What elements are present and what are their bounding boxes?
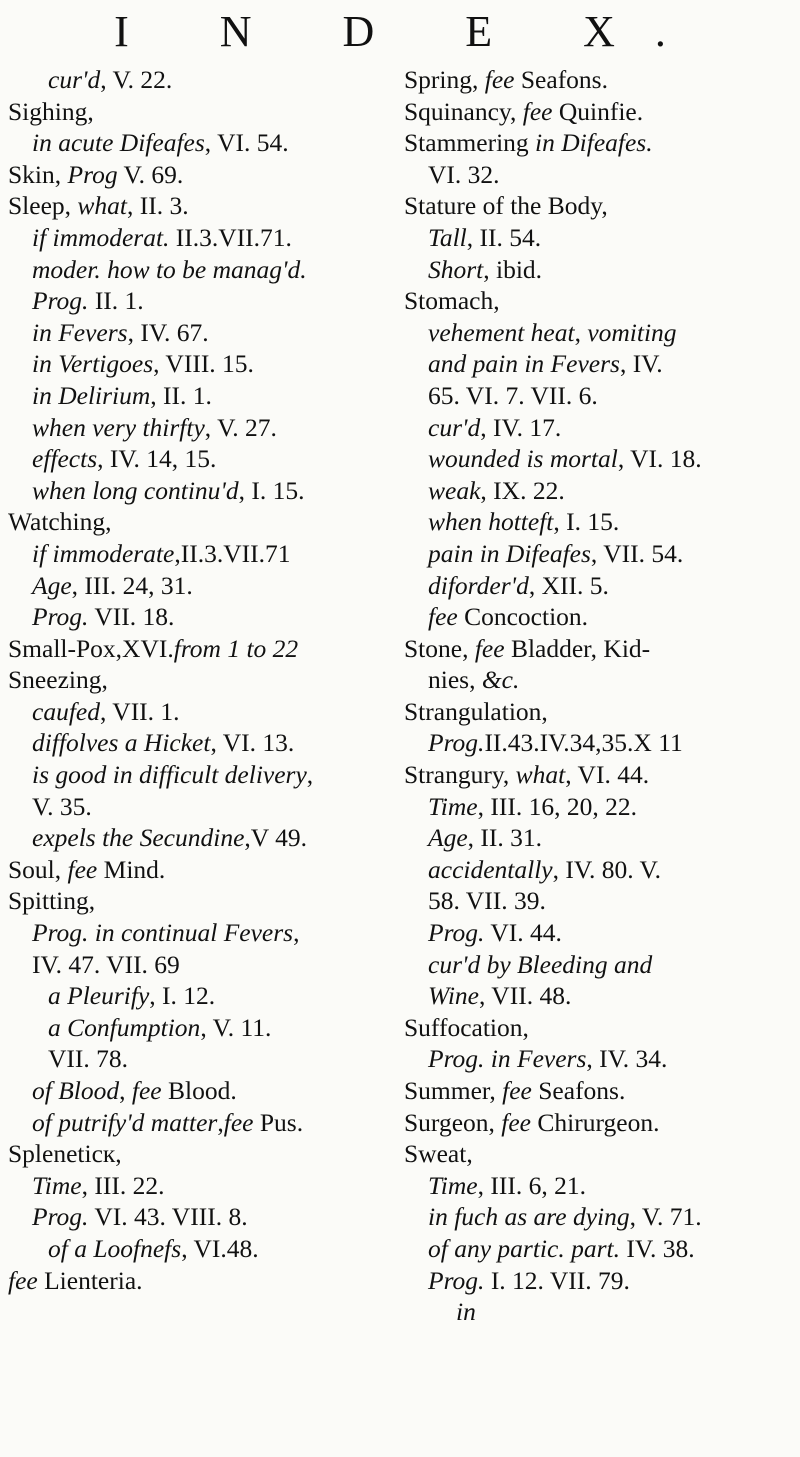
italic-text: of Blood — [32, 1076, 120, 1105]
entry-text: Suffocation, — [404, 1012, 529, 1042]
italic-text: of putrify'd matter — [32, 1107, 218, 1137]
index-entry-line — [8, 127, 400, 159]
italic-text: Short — [428, 254, 484, 284]
italic-text: Age — [32, 570, 72, 600]
index-entry-line — [8, 949, 400, 981]
index-entry-line — [8, 348, 400, 380]
entry-text: VII. 78. — [48, 1044, 129, 1074]
index-entry-line — [404, 380, 796, 412]
entry-text: V. 35. — [32, 791, 92, 821]
index-entry-line — [404, 696, 796, 728]
index-entry-line — [8, 791, 400, 823]
index-entry-line — [8, 917, 400, 949]
entry-text: Mind. — [97, 854, 166, 884]
index-entry-line — [404, 1233, 796, 1265]
entry-text: 58. VII. 39. — [428, 886, 546, 916]
index-entry-line — [8, 190, 400, 222]
italic-text: is good in difficult delivery — [32, 760, 307, 790]
italic-text: wounded is mortal — [428, 444, 618, 474]
index-entry-line — [404, 1043, 796, 1075]
index-entry-line — [404, 822, 796, 854]
entry-text: VII. 18. — [88, 602, 175, 632]
index-entry-line — [404, 1265, 796, 1297]
italic-text: Tall — [428, 222, 467, 252]
italic-text: a Confumption — [48, 1012, 201, 1042]
index-entry-line — [404, 1170, 796, 1202]
italic-text: fee — [484, 65, 515, 94]
index-entry-line — [404, 96, 796, 128]
index-entry-line — [8, 1075, 400, 1107]
entry-text: , IX. 22. — [480, 475, 565, 505]
italic-text: when very thirfty — [32, 412, 205, 442]
index-entry-line — [8, 1138, 400, 1170]
index-entry-line — [404, 64, 796, 96]
index-entry-line — [8, 664, 400, 696]
italic-text: in acute Difeafes — [32, 128, 205, 158]
entry-text: , I. 12. — [149, 981, 216, 1011]
entry-text: Chirurgeon. — [531, 1107, 660, 1137]
index-entry-line — [404, 538, 796, 570]
index-entry-line — [404, 412, 796, 444]
index-entry-line — [8, 1107, 400, 1139]
entry-text: , II. 31. — [467, 823, 543, 853]
index-entry-line — [404, 222, 796, 254]
italic-text: when long continu'd — [32, 475, 239, 505]
index-entry-line — [8, 443, 400, 475]
index-entry-line — [8, 980, 400, 1012]
italic-text: when hotteft — [428, 507, 554, 537]
index-entry-line — [404, 570, 796, 602]
entry-text: VI. 44. — [484, 918, 562, 948]
italic-text: if immoderate — [32, 538, 175, 568]
entry-text: ,V 49. — [244, 823, 307, 853]
entry-text: , XII. 5. — [528, 570, 609, 600]
entry-text: II.3.VII.71. — [169, 222, 292, 252]
index-entry-line — [404, 190, 796, 222]
index-entry-line — [404, 727, 796, 759]
italic-text: cur'd — [428, 412, 481, 442]
index-entry-line — [8, 1012, 400, 1044]
entry-text: , III. 24, 31. — [71, 570, 193, 600]
entry-text: , VI. 54. — [204, 128, 289, 158]
index-entry-line — [404, 791, 796, 823]
index-entry-line — [8, 317, 400, 349]
entry-text: nies, — [428, 665, 482, 695]
entry-text: Stammering — [404, 128, 536, 158]
entry-text: , IV. 17. — [480, 412, 562, 442]
entry-text: , ibid. — [483, 254, 543, 284]
italic-text: fee — [522, 96, 553, 126]
italic-text: what — [515, 760, 566, 790]
entry-text: Sleep, — [8, 191, 78, 221]
italic-text: of a Loofnefs — [48, 1233, 182, 1263]
italic-text: in Difeafes. — [535, 128, 653, 158]
entry-text: Stomach, — [404, 286, 500, 316]
index-entry-line — [404, 1107, 796, 1139]
entry-text: , IV. 14, 15. — [97, 444, 217, 474]
entry-text: Strangulation, — [404, 696, 548, 726]
italic-text: diforder'd — [428, 570, 529, 600]
index-entry-line — [404, 443, 796, 475]
entry-text: , — [574, 317, 588, 347]
index-entry-line — [404, 854, 796, 886]
index-entry-line — [404, 254, 796, 286]
italic-text: vomiting — [587, 317, 677, 347]
italic-text: pain in Difeafes — [428, 538, 591, 568]
entry-text: Watching, — [8, 507, 112, 537]
entry-text: Soul, — [8, 854, 68, 884]
entry-text: Seafons. — [514, 65, 608, 94]
italic-text: in — [456, 1297, 476, 1327]
index-entry-line — [404, 1012, 796, 1044]
entry-text: , II. 54. — [466, 222, 542, 252]
italic-text: effects — [32, 444, 98, 474]
entry-text: , — [217, 1107, 224, 1137]
italic-text: fee — [131, 1076, 162, 1105]
entry-text: , IV. 67. — [127, 317, 209, 347]
index-entry-line — [8, 96, 400, 128]
italic-text: Prog — [67, 159, 118, 189]
index-entry-line — [8, 727, 400, 759]
index-entry-line — [8, 633, 400, 665]
index-entry-line — [404, 759, 796, 791]
italic-text: Time — [428, 1170, 478, 1200]
index-entry-line — [404, 633, 796, 665]
entry-text: , VII. 54. — [590, 538, 684, 568]
entry-text: 65. VI. 7. VII. 6. — [428, 380, 598, 410]
right-index-column — [404, 64, 796, 1328]
italic-text: Prog. — [32, 1202, 89, 1232]
index-entry-line — [8, 570, 400, 602]
entry-text: Sighing, — [8, 96, 94, 126]
italic-text: cur'd — [48, 65, 101, 94]
italic-text: cur'd by Bleeding and — [428, 949, 653, 979]
index-entry-line — [404, 159, 796, 191]
italic-text: if immoderat. — [32, 222, 170, 252]
italic-text: caufed — [32, 696, 100, 726]
entry-text: Strangury, — [404, 760, 516, 790]
entry-text: Summer, — [404, 1076, 503, 1105]
italic-text: Prog. — [32, 286, 89, 316]
italic-text: what — [77, 191, 127, 221]
index-entry-line — [404, 1138, 796, 1170]
italic-text: in Vertigoes — [32, 349, 154, 379]
index-entry-line — [404, 1296, 796, 1328]
italic-text: Time — [428, 791, 478, 821]
entry-text: Spring, — [404, 65, 485, 94]
entry-text: , — [293, 918, 300, 948]
entry-text: , III. 16, 20, 22. — [477, 791, 637, 821]
entry-text: , IV. 80. V. — [552, 854, 662, 884]
index-entry-line — [8, 854, 400, 886]
italic-text: Wine — [428, 981, 479, 1011]
entry-text: , — [119, 1076, 132, 1105]
entry-text: Lienteria. — [37, 1265, 143, 1295]
entry-text: Small-Pox,XVI. — [8, 633, 174, 663]
entry-text: , IV. — [619, 349, 663, 379]
entry-text: Blood. — [161, 1076, 237, 1105]
entry-text: , VII. 48. — [479, 981, 572, 1011]
entry-text: Spleneticк, — [8, 1139, 122, 1169]
italic-text: Time — [32, 1170, 82, 1200]
index-entry-line — [8, 1043, 400, 1075]
entry-text: V. 69. — [117, 159, 184, 189]
index-entry-line — [404, 1075, 796, 1107]
entry-text: , V. 27. — [204, 412, 277, 442]
entry-text: Pus. — [253, 1107, 304, 1137]
entry-text: Stone, — [404, 633, 475, 663]
entry-text: , III. 22. — [81, 1170, 165, 1200]
entry-text: VI. 43. VIII. 8. — [88, 1202, 248, 1232]
index-entry-line — [404, 317, 796, 349]
index-entry-line — [8, 1233, 400, 1265]
index-entry-line — [404, 506, 796, 538]
index-entry-line — [404, 127, 796, 159]
page-title: I N D E X. — [114, 7, 706, 56]
italic-text: from 1 to 22 — [173, 633, 299, 663]
entry-text: Squinancy, — [404, 96, 523, 126]
entry-text: , VI. 44. — [565, 760, 650, 790]
entry-text: Seafons. — [531, 1076, 626, 1105]
index-entry-line — [404, 980, 796, 1012]
index-entry-line — [404, 949, 796, 981]
entry-text: ,II.3.VII.71 — [174, 538, 291, 568]
index-entry-line — [8, 285, 400, 317]
index-entry-line — [8, 222, 400, 254]
entry-text: Skin, — [8, 159, 68, 189]
entry-text: , VI.48. — [181, 1233, 259, 1263]
entry-text: , IV. 34. — [586, 1044, 668, 1074]
index-entry-line — [8, 1201, 400, 1233]
index-entry-line — [404, 664, 796, 696]
italic-text: &c. — [481, 665, 520, 695]
entry-text: Surgeon, — [404, 1107, 502, 1137]
index-entry-line — [404, 348, 796, 380]
entry-text: IV. 47. VII. 69 — [32, 949, 180, 979]
index-entry-line — [404, 1201, 796, 1233]
italic-text: fee — [67, 854, 98, 884]
index-entry-line — [8, 64, 400, 96]
index-entry-line — [8, 538, 400, 570]
index-entry-line — [8, 885, 400, 917]
italic-text: fee — [223, 1107, 254, 1137]
index-entry-line — [404, 285, 796, 317]
italic-text: Prog. — [32, 602, 89, 632]
index-entry-line — [8, 1265, 400, 1297]
entry-text: , V. 11. — [200, 1012, 272, 1042]
italic-text: fee — [428, 602, 458, 632]
italic-text: of any partic. part. — [428, 1233, 620, 1263]
index-entry-line — [8, 412, 400, 444]
italic-text: Prog. — [428, 1265, 485, 1295]
index-entry-line — [8, 601, 400, 633]
italic-text: moder. how to be manag'd. — [32, 254, 307, 284]
entry-text: , II. 3. — [127, 191, 189, 221]
entry-text: IV. 38. — [619, 1233, 695, 1263]
italic-text: fee — [502, 1076, 532, 1105]
index-entry-line — [8, 696, 400, 728]
index-entry-line — [404, 601, 796, 633]
italic-text: Age — [428, 823, 468, 853]
italic-text: Prog. in Fevers — [428, 1044, 587, 1074]
entry-text: Spitting, — [8, 886, 96, 916]
entry-text: , VI. 13. — [210, 728, 295, 758]
index-entry-line — [8, 475, 400, 507]
entry-text: VI. 32. — [428, 159, 500, 189]
italic-text: a Pleurify — [48, 981, 150, 1011]
entry-text: , I. 15. — [553, 507, 620, 537]
italic-text: in Fevers — [32, 317, 128, 347]
index-entry-line — [8, 1170, 400, 1202]
entry-text: , — [306, 760, 314, 790]
entry-text: , V. 71. — [629, 1202, 702, 1232]
italic-text: and pain in Fevers — [428, 349, 620, 379]
entry-text: , VI. 18. — [617, 444, 702, 474]
index-entry-line — [8, 254, 400, 286]
entry-text: Bladder, Kid- — [504, 633, 651, 663]
index-entry-line — [404, 475, 796, 507]
italic-text: Prog. — [428, 918, 485, 948]
italic-text: accidentally — [428, 854, 553, 884]
italic-text: vehement heat — [428, 317, 575, 347]
index-entry-line — [8, 159, 400, 191]
index-entry-line — [8, 822, 400, 854]
entry-text: Sweat, — [404, 1139, 473, 1169]
entry-text: Concoction. — [457, 602, 589, 632]
italic-text: in fuch as are dying — [428, 1202, 630, 1232]
italic-text: expels the Secundine — [32, 823, 245, 853]
index-entry-line — [8, 759, 400, 791]
entry-text: II.43.IV.34,35.X 11 — [484, 728, 683, 758]
italic-text: fee — [8, 1265, 38, 1295]
italic-text: diffolves a Hicket — [32, 728, 211, 758]
entry-text: Stature of the Body, — [404, 191, 608, 221]
italic-text: in Delirium — [32, 380, 151, 410]
entry-text: , II. 1. — [150, 380, 212, 410]
entry-text: , III. 6, 21. — [477, 1170, 586, 1200]
index-entry-line — [404, 917, 796, 949]
index-entry-line — [404, 885, 796, 917]
italic-text: Prog. in continual Fevers — [32, 918, 294, 948]
entry-text: , VIII. 15. — [153, 349, 254, 379]
entry-text: , VII. 1. — [99, 696, 180, 726]
italic-text: weak — [428, 475, 481, 505]
left-index-column — [8, 64, 400, 1296]
italic-text: fee — [501, 1107, 532, 1137]
index-entry-line — [8, 380, 400, 412]
italic-text: fee — [474, 633, 505, 663]
entry-text: Sneezing, — [8, 665, 108, 695]
entry-text: I. 12. VII. 79. — [484, 1265, 630, 1295]
entry-text: II. 1. — [88, 286, 144, 316]
entry-text: , I. 15. — [238, 475, 305, 505]
index-entry-line — [8, 506, 400, 538]
entry-text: , V. 22. — [100, 65, 173, 94]
italic-text: Prog. — [428, 728, 485, 758]
entry-text: Quinfie. — [552, 96, 644, 126]
